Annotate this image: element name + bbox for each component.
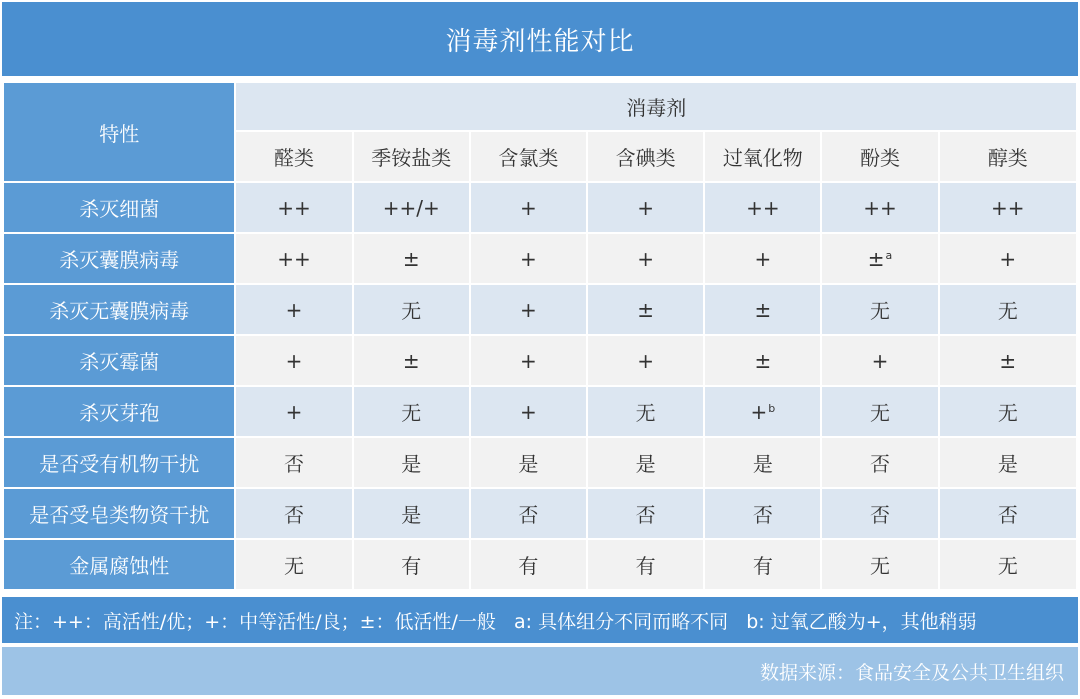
table-cell: ++ (236, 183, 351, 232)
column-header: 醇类 (940, 132, 1076, 181)
table-cell: 无 (822, 285, 937, 334)
table-cell: ++/+ (354, 183, 469, 232)
table-row (4, 336, 1076, 385)
table-cell: 否 (236, 489, 351, 538)
table-cell: + (822, 336, 937, 385)
table-cell: 无 (822, 387, 937, 436)
data-source-text: 数据来源：食品安全及公共卫生组织 (759, 661, 1064, 684)
table-cell (705, 387, 820, 436)
table-row (4, 438, 1076, 487)
table-cell: 有 (705, 540, 820, 589)
footnote-marker: a (885, 248, 893, 262)
row-label: 是否受皂类物资干扰 (4, 489, 234, 538)
table-cell: 无 (940, 387, 1076, 436)
row-label: 杀灭霉菌 (4, 336, 234, 385)
table-cell: + (588, 234, 703, 283)
table-cell: 有 (588, 540, 703, 589)
table-cell: 无 (940, 540, 1076, 589)
table-cell: + (588, 336, 703, 385)
table-row (4, 489, 1076, 538)
table-cell: ± (354, 234, 469, 283)
table-cell: 否 (940, 489, 1076, 538)
table-cell: + (705, 234, 820, 283)
table-cell: 否 (705, 489, 820, 538)
table-cell (822, 234, 937, 283)
header-row-group (4, 83, 1076, 130)
cell-value: ± (867, 246, 885, 271)
table-cell: + (236, 336, 351, 385)
table-cell: 否 (822, 438, 937, 487)
column-header: 含氯类 (471, 132, 586, 181)
table-row (4, 285, 1076, 334)
comparison-table (2, 81, 1078, 591)
table-cell: 无 (588, 387, 703, 436)
table-cell: 有 (354, 540, 469, 589)
disinfectant-group-header: 消毒剂 (236, 83, 1076, 130)
cell-value: + (750, 399, 768, 424)
table-row (4, 387, 1076, 436)
table-cell: + (471, 183, 586, 232)
table-cell: 有 (471, 540, 586, 589)
table-cell: ++ (236, 234, 351, 283)
table-cell: 无 (940, 285, 1076, 334)
table-cell: ± (705, 336, 820, 385)
table-cell: 是 (471, 438, 586, 487)
table-cell: + (236, 285, 351, 334)
table-cell: 无 (236, 540, 351, 589)
column-header: 醛类 (236, 132, 351, 181)
row-label: 金属腐蚀性 (4, 540, 234, 589)
column-header: 季铵盐类 (354, 132, 469, 181)
table-row (4, 183, 1076, 232)
table-cell: 无 (822, 540, 937, 589)
table-cell: 否 (822, 489, 937, 538)
page-title-text: 消毒剂性能对比 (445, 26, 635, 57)
table-cell: ± (354, 336, 469, 385)
row-label: 杀灭芽孢 (4, 387, 234, 436)
table-cell: 是 (354, 489, 469, 538)
property-header: 特性 (4, 83, 234, 181)
table-cell: + (471, 234, 586, 283)
table-cell: 否 (471, 489, 586, 538)
row-label: 杀灭无囊膜病毒 (4, 285, 234, 334)
table-cell: ++ (705, 183, 820, 232)
table-cell: + (471, 336, 586, 385)
table-cell: ++ (822, 183, 937, 232)
table-cell: ± (588, 285, 703, 334)
table-cell: + (940, 234, 1076, 283)
table-cell: 无 (354, 387, 469, 436)
table-cell: + (471, 285, 586, 334)
column-header: 酚类 (822, 132, 937, 181)
legend-note-text: 注：++：高活性/优；+：中等活性/良；±：低活性/一般 a: 具体组分不同而略不同 b: 过氧乙酸为+，其他稍弱 (14, 610, 977, 633)
data-source (2, 647, 1078, 695)
table-cell: ± (940, 336, 1076, 385)
table-row (4, 540, 1076, 589)
footnote-marker: b (768, 401, 776, 415)
table-row (4, 234, 1076, 283)
table-cell: + (471, 387, 586, 436)
column-header: 含碘类 (588, 132, 703, 181)
table-cell: 否 (588, 489, 703, 538)
legend-note (2, 597, 1078, 643)
table-cell: 是 (705, 438, 820, 487)
row-label: 杀灭细菌 (4, 183, 234, 232)
table-cell: + (236, 387, 351, 436)
row-label: 是否受有机物干扰 (4, 438, 234, 487)
table-cell: 是 (588, 438, 703, 487)
table-cell: 是 (940, 438, 1076, 487)
column-header: 过氧化物 (705, 132, 820, 181)
table-cell: 无 (354, 285, 469, 334)
table-cell: 是 (354, 438, 469, 487)
row-label: 杀灭囊膜病毒 (4, 234, 234, 283)
table-cell: ± (705, 285, 820, 334)
table-cell: ++ (940, 183, 1076, 232)
table-cell: + (588, 183, 703, 232)
table-cell: 否 (236, 438, 351, 487)
page-title (2, 2, 1078, 76)
